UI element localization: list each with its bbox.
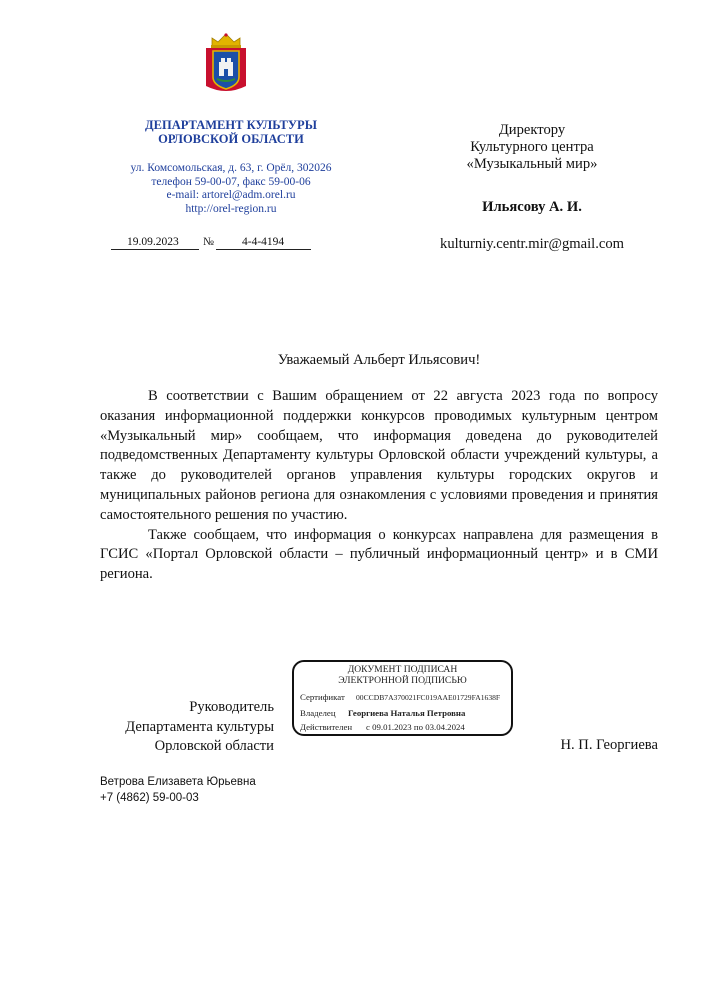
stamp-validity-value: с 09.01.2023 по 03.04.2024 bbox=[366, 722, 465, 732]
letter-body bbox=[100, 387, 658, 585]
electronic-signature-stamp bbox=[292, 660, 513, 736]
department-website[interactable]: http://orel-region.ru bbox=[185, 202, 277, 215]
stamp-certificate-row bbox=[300, 692, 507, 702]
signatory-position-line1: Руководитель bbox=[189, 699, 274, 715]
performer-phone: +7 (4862) 59-00-03 bbox=[100, 792, 199, 804]
department-title bbox=[100, 118, 362, 146]
coat-of-arms-emblem bbox=[204, 32, 248, 94]
signatory-name: Н. П. Георгиева bbox=[560, 737, 658, 753]
department-address: ул. Комсомольская, д. 63, г. Орёл, 302026 bbox=[130, 162, 332, 174]
registration-line bbox=[111, 234, 311, 250]
letter-paragraph-1: В соответствии с Вашим обращением от 22 августа 2023 года по вопросу оказания информационной поддержки конкурсов проводимых культурным центром «Музыкальный мир» сообщаем, что информация доведена до руководителей подведомственных Департаменту культуры Орловской области учреждений культуры, а также до руководителей органов управления культуры городских округов и муниципальных районов региона для ознакомления с условиями проведения и принятия самостоятельного решения по участию. bbox=[100, 388, 658, 523]
addressee-position-line3: «Музыкальный мир» bbox=[466, 156, 598, 172]
stamp-certificate-label: Сертификат bbox=[300, 692, 345, 702]
signatory-position-line2: Департамента культуры bbox=[125, 718, 274, 735]
department-title-line2: ОРЛОВСКОЙ ОБЛАСТИ bbox=[158, 132, 304, 146]
department-title-line1: ДЕПАРТАМЕНТ КУЛЬТУРЫ bbox=[145, 118, 317, 132]
performer-block bbox=[100, 774, 256, 806]
addressee-position-line1: Директору bbox=[498, 122, 566, 138]
letter-greeting: Уважаемый Альберт Ильясович! bbox=[277, 352, 481, 368]
stamp-validity-label: Действителен bbox=[300, 722, 353, 732]
addressee-email[interactable]: kulturniy.centr.mir@gmail.com bbox=[440, 236, 624, 252]
stamp-certificate-value: 00CCDB7A370021FC019AAE01729FA1638F bbox=[356, 693, 501, 702]
performer-name: Ветрова Елизавета Юрьевна bbox=[100, 776, 256, 788]
letter-paragraph-2: Также сообщаем, что информация о конкурсах направлена для размещения в ГСИС «Портал Орловской области – публичный информационный центр» и в СМИ региона. bbox=[100, 526, 658, 583]
registration-date: 19.09.2023 bbox=[127, 236, 179, 248]
registration-number-sign: № bbox=[203, 236, 214, 248]
stamp-header-line1: ДОКУМЕНТ ПОДПИСАН bbox=[347, 664, 458, 675]
addressee-name: Ильясову А. И. bbox=[482, 199, 582, 215]
stamp-owner-label: Владелец bbox=[300, 708, 336, 718]
addressee-block bbox=[420, 122, 644, 173]
stamp-header-line2: ЭЛЕКТРОННОЙ ПОДПИСЬЮ bbox=[338, 675, 467, 686]
department-contacts bbox=[100, 162, 362, 216]
department-email[interactable]: e-mail: artorel@adm.orel.ru bbox=[166, 189, 296, 201]
stamp-owner-row bbox=[300, 708, 507, 718]
stamp-validity-row bbox=[300, 722, 507, 732]
stamp-owner-value: Георгиева Наталья Петровна bbox=[348, 708, 466, 718]
addressee-position-line2: Культурного центра bbox=[470, 139, 594, 155]
signatory-position-line3: Орловской области bbox=[154, 738, 274, 754]
registration-number: 4-4-4194 bbox=[242, 236, 285, 248]
department-phone: телефон 59-00-07, факс 59-00-06 bbox=[151, 175, 311, 188]
signatory-position bbox=[100, 698, 274, 757]
